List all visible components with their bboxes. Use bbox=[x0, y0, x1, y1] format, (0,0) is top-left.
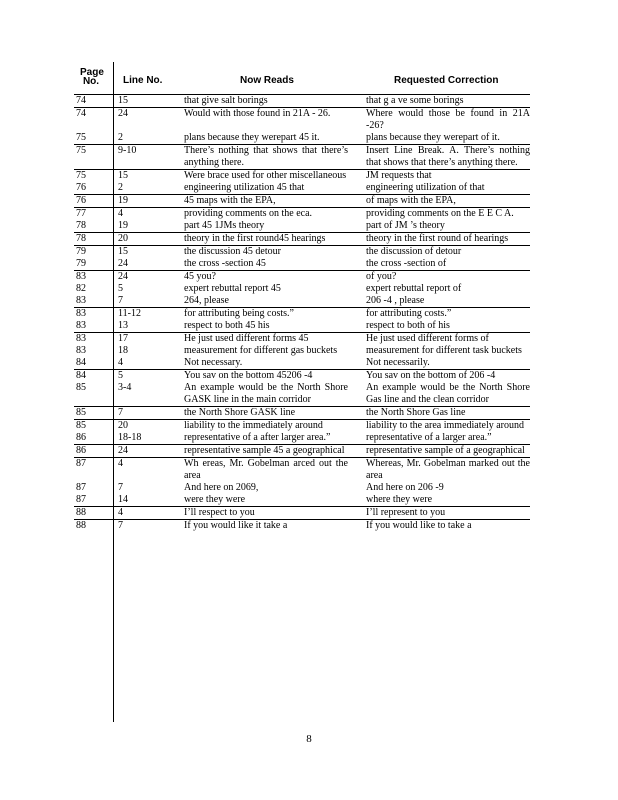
table-row bbox=[74, 520, 530, 532]
page-no-cell: 75 bbox=[76, 132, 86, 143]
line-no-cell: 17 bbox=[118, 333, 128, 344]
page-no-cell: 83 bbox=[76, 271, 86, 282]
correction-entry bbox=[74, 170, 530, 182]
requested-correction-cell: the North Shore Gas line bbox=[366, 407, 466, 418]
requested-correction-cell: If you would like to take a bbox=[366, 520, 472, 531]
column-gap bbox=[348, 195, 366, 207]
now-reads-cell: Wh ereas, Mr. Gobelman arced out the area bbox=[184, 458, 348, 481]
table-row bbox=[74, 95, 530, 108]
table-row bbox=[74, 445, 530, 458]
correction-entry bbox=[74, 132, 530, 144]
column-gap bbox=[348, 108, 366, 132]
requested-correction-cell: measurement for different task buckets bbox=[366, 345, 522, 356]
page-no-cell: 76 bbox=[76, 195, 86, 206]
table-row bbox=[74, 333, 530, 370]
column-gap bbox=[348, 420, 366, 432]
line-no-cell: 24 bbox=[118, 271, 128, 282]
requested-correction-cell: the discussion of detour bbox=[366, 246, 462, 257]
correction-entry bbox=[74, 308, 530, 320]
now-reads-cell: 45 you? bbox=[184, 271, 216, 282]
table-row bbox=[74, 145, 530, 170]
table-row bbox=[74, 170, 530, 195]
correction-entry bbox=[74, 233, 530, 245]
column-gap bbox=[348, 458, 366, 482]
table-row bbox=[74, 420, 530, 445]
page-no-cell: 75 bbox=[76, 145, 86, 156]
page-no-cell: 87 bbox=[76, 494, 86, 505]
page-no-cell: 82 bbox=[76, 283, 86, 294]
line-no-cell: 3-4 bbox=[118, 382, 132, 393]
requested-correction-cell: plans because they werepart of it. bbox=[366, 132, 500, 143]
correction-entry bbox=[74, 208, 530, 220]
requested-correction-cell: 206 -4 , please bbox=[366, 295, 425, 306]
column-gap bbox=[348, 407, 366, 419]
correction-entry bbox=[74, 333, 530, 345]
correction-entry bbox=[74, 520, 530, 532]
column-gap bbox=[348, 220, 366, 232]
correction-entry bbox=[74, 458, 530, 482]
page-no-cell: 88 bbox=[76, 507, 86, 518]
line-no-cell: 19 bbox=[118, 195, 128, 206]
page-no-cell: 79 bbox=[76, 246, 86, 257]
page-no-cell: 85 bbox=[76, 420, 86, 431]
line-no-cell: 11-12 bbox=[118, 308, 141, 319]
correction-entry bbox=[74, 370, 530, 382]
now-reads-cell: were they were bbox=[184, 494, 246, 505]
line-no-cell: 5 bbox=[118, 283, 123, 294]
line-no-cell: 7 bbox=[118, 482, 123, 493]
correction-entry bbox=[74, 494, 530, 506]
now-reads-cell: theory in the first round45 hearings bbox=[184, 233, 326, 244]
requested-correction-cell: representative sample of a geographical bbox=[366, 445, 525, 456]
correction-entry bbox=[74, 295, 530, 307]
line-no-cell: 9-10 bbox=[118, 145, 137, 156]
header-line-no: Line No. bbox=[123, 75, 163, 86]
requested-correction-cell: Whereas, Mr. Gobelman marked out the area bbox=[366, 458, 530, 481]
line-no-cell: 7 bbox=[118, 295, 123, 306]
page-no-cell: 74 bbox=[76, 95, 86, 106]
now-reads-cell: the cross -section 45 bbox=[184, 258, 266, 269]
requested-correction-cell: the cross -section of bbox=[366, 258, 447, 269]
line-no-cell: 18 bbox=[118, 345, 128, 356]
now-reads-cell: An example would be the North Shore GASK line in the main corridor bbox=[184, 382, 348, 405]
page-no-cell: 84 bbox=[76, 357, 86, 368]
now-reads-cell: And here on 2069, bbox=[184, 482, 259, 493]
requested-correction-cell: where they were bbox=[366, 494, 433, 505]
table-row bbox=[74, 195, 530, 208]
table-row bbox=[74, 208, 530, 233]
requested-correction-cell: engineering utilization of that bbox=[366, 182, 485, 193]
column-gap bbox=[348, 357, 366, 369]
column-gap bbox=[348, 295, 366, 307]
correction-entry bbox=[74, 195, 530, 207]
now-reads-cell: plans because they werepart 45 it. bbox=[184, 132, 320, 143]
header-requested-correction: Requested Correction bbox=[394, 75, 499, 86]
table-row bbox=[74, 458, 530, 507]
line-no-cell: 2 bbox=[118, 132, 123, 143]
correction-entry bbox=[74, 432, 530, 444]
column-gap bbox=[348, 170, 366, 182]
correction-entry bbox=[74, 271, 530, 283]
line-no-cell: 24 bbox=[118, 445, 128, 456]
now-reads-cell: the North Shore GASK line bbox=[184, 407, 296, 418]
page-no-cell: 83 bbox=[76, 333, 86, 344]
correction-entry bbox=[74, 145, 530, 169]
now-reads-cell: 264, please bbox=[184, 295, 229, 306]
now-reads-cell: part 45 1JMs theory bbox=[184, 220, 265, 231]
requested-correction-cell: representative of a larger area.” bbox=[366, 432, 492, 443]
now-reads-cell: that give salt borings bbox=[184, 95, 268, 106]
table-row bbox=[74, 370, 530, 407]
requested-correction-cell: of maps with the EPA, bbox=[366, 195, 456, 206]
requested-correction-cell: Not necessarily. bbox=[366, 357, 430, 368]
table-header bbox=[74, 62, 530, 95]
column-gap bbox=[348, 382, 366, 406]
page-no-cell: 85 bbox=[76, 382, 86, 393]
line-no-cell: 20 bbox=[118, 233, 128, 244]
page-no-cell: 75 bbox=[76, 170, 86, 181]
now-reads-cell: Not necessary. bbox=[184, 357, 243, 368]
page-no-cell: 86 bbox=[76, 445, 86, 456]
page-no-cell: 83 bbox=[76, 345, 86, 356]
column-gap bbox=[348, 320, 366, 332]
column-gap bbox=[348, 95, 366, 107]
now-reads-cell: He just used different forms 45 bbox=[184, 333, 309, 344]
table-row bbox=[74, 308, 530, 333]
page-no-cell: 84 bbox=[76, 370, 86, 381]
column-gap bbox=[348, 145, 366, 169]
line-no-cell: 7 bbox=[118, 407, 123, 418]
column-gap bbox=[348, 494, 366, 506]
correction-entry bbox=[74, 246, 530, 258]
line-no-cell: 15 bbox=[118, 170, 128, 181]
correction-entry bbox=[74, 407, 530, 419]
correction-entry bbox=[74, 95, 530, 107]
now-reads-cell: providing comments on the eca. bbox=[184, 208, 313, 219]
line-no-cell: 15 bbox=[118, 246, 128, 257]
now-reads-cell: liability to the immediately around bbox=[184, 420, 323, 431]
page-no-cell: 87 bbox=[76, 482, 86, 493]
correction-entry bbox=[74, 182, 530, 194]
line-no-cell: 4 bbox=[118, 357, 123, 368]
correction-entry bbox=[74, 420, 530, 432]
correction-entry bbox=[74, 108, 530, 132]
requested-correction-cell: And here on 206 -9 bbox=[366, 482, 444, 493]
now-reads-cell: I’ll respect to you bbox=[184, 507, 255, 518]
now-reads-cell: There’s nothing that shows that there’s anything there. bbox=[184, 145, 348, 168]
header-now-reads: Now Reads bbox=[240, 75, 294, 86]
page-no-cell: 77 bbox=[76, 208, 86, 219]
header-page-no: Page No. bbox=[80, 67, 104, 87]
correction-entry bbox=[74, 482, 530, 494]
requested-correction-cell: theory in the first round of hearings bbox=[366, 233, 509, 244]
correction-entry bbox=[74, 357, 530, 369]
now-reads-cell: engineering utilization 45 that bbox=[184, 182, 305, 193]
requested-correction-cell: Insert Line Break. A. There’s nothing that shows that there’s anything there. bbox=[366, 145, 530, 168]
now-reads-cell: for attributing being costs.” bbox=[184, 308, 294, 319]
column-gap bbox=[348, 507, 366, 519]
now-reads-cell: If you would like it take a bbox=[184, 520, 288, 531]
requested-correction-cell: liability to the area immediately around bbox=[366, 420, 525, 431]
page-no-cell: 78 bbox=[76, 220, 86, 231]
page-no-cell: 83 bbox=[76, 308, 86, 319]
column-gap bbox=[348, 370, 366, 382]
now-reads-cell: respect to both 45 his bbox=[184, 320, 270, 331]
table-row bbox=[74, 407, 530, 420]
page-no-cell: 87 bbox=[76, 458, 86, 469]
table-row bbox=[74, 271, 530, 308]
page-no-cell: 83 bbox=[76, 320, 86, 331]
line-no-cell: 18-18 bbox=[118, 432, 142, 443]
line-no-cell: 5 bbox=[118, 370, 123, 381]
requested-correction-cell: Where would those be found in 21A -26? bbox=[366, 108, 530, 131]
requested-correction-cell: He just used different forms of bbox=[366, 333, 489, 344]
column-gap bbox=[348, 283, 366, 295]
page-no-cell: 86 bbox=[76, 432, 86, 443]
page-no-cell: 79 bbox=[76, 258, 86, 269]
page-no-cell: 78 bbox=[76, 233, 86, 244]
page-number: 8 bbox=[306, 733, 312, 745]
line-no-cell: 15 bbox=[118, 95, 128, 106]
line-no-cell: 14 bbox=[118, 494, 128, 505]
column-gap bbox=[348, 333, 366, 345]
requested-correction-cell: for attributing costs.” bbox=[366, 308, 452, 319]
line-no-cell: 24 bbox=[118, 108, 128, 119]
now-reads-cell: Would with those found in 21A - 26. bbox=[184, 108, 331, 119]
line-no-cell: 13 bbox=[118, 320, 128, 331]
now-reads-cell: You sav on the bottom 45206 -4 bbox=[184, 370, 313, 381]
correction-entry bbox=[74, 507, 530, 519]
line-no-cell: 19 bbox=[118, 220, 128, 231]
column-gap bbox=[348, 308, 366, 320]
table-row bbox=[74, 108, 530, 145]
now-reads-cell: Were brace used for other miscellaneous bbox=[184, 170, 347, 181]
correction-entry bbox=[74, 382, 530, 406]
column-gap bbox=[348, 345, 366, 357]
requested-correction-cell: expert rebuttal report of bbox=[366, 283, 462, 294]
now-reads-cell: 45 maps with the EPA, bbox=[184, 195, 276, 206]
requested-correction-cell: part of JM ’s theory bbox=[366, 220, 445, 231]
now-reads-cell: representative of a after larger area.” bbox=[184, 432, 331, 443]
line-no-cell: 4 bbox=[118, 458, 123, 469]
requested-correction-cell: An example would be the North Shore Gas line and the clean corridor bbox=[366, 382, 530, 405]
table-row bbox=[74, 233, 530, 246]
line-no-cell: 2 bbox=[118, 182, 123, 193]
page-no-cell: 85 bbox=[76, 407, 86, 418]
corrections-table bbox=[74, 62, 530, 532]
table-row bbox=[74, 507, 530, 520]
requested-correction-cell: providing comments on the E E C A. bbox=[366, 208, 514, 219]
requested-correction-cell: You sav on the bottom of 206 -4 bbox=[366, 370, 496, 381]
column-gap bbox=[348, 258, 366, 270]
column-gap bbox=[348, 208, 366, 220]
column-gap bbox=[348, 482, 366, 494]
table-body bbox=[74, 95, 530, 532]
requested-correction-cell: that g a ve some borings bbox=[366, 95, 464, 106]
line-no-cell: 4 bbox=[118, 507, 123, 518]
correction-entry bbox=[74, 345, 530, 357]
correction-entry bbox=[74, 320, 530, 332]
correction-entry bbox=[74, 445, 530, 457]
requested-correction-cell: JM requests that bbox=[366, 170, 432, 181]
line-no-cell: 4 bbox=[118, 208, 123, 219]
correction-entry bbox=[74, 258, 530, 270]
table-row bbox=[74, 246, 530, 271]
line-no-cell: 20 bbox=[118, 420, 128, 431]
correction-entry bbox=[74, 283, 530, 295]
line-no-cell: 7 bbox=[118, 520, 123, 531]
page-no-cell: 88 bbox=[76, 520, 86, 531]
column-gap bbox=[348, 246, 366, 258]
column-gap bbox=[348, 271, 366, 283]
now-reads-cell: representative sample 45 a geographical bbox=[184, 445, 345, 456]
now-reads-cell: the discussion 45 detour bbox=[184, 246, 281, 257]
requested-correction-cell: respect to both of his bbox=[366, 320, 450, 331]
column-gap bbox=[348, 233, 366, 245]
column-gap bbox=[348, 432, 366, 444]
requested-correction-cell: I’ll represent to you bbox=[366, 507, 446, 518]
correction-entry bbox=[74, 220, 530, 232]
column-gap bbox=[348, 182, 366, 194]
column-gap bbox=[348, 132, 366, 144]
page-no-cell: 83 bbox=[76, 295, 86, 306]
page-no-cell: 74 bbox=[76, 108, 86, 119]
page-no-cell: 76 bbox=[76, 182, 86, 193]
now-reads-cell: measurement for different gas buckets bbox=[184, 345, 338, 356]
now-reads-cell: expert rebuttal report 45 bbox=[184, 283, 281, 294]
line-no-cell: 24 bbox=[118, 258, 128, 269]
column-gap bbox=[348, 520, 366, 532]
requested-correction-cell: of you? bbox=[366, 271, 397, 282]
column-gap bbox=[348, 445, 366, 457]
